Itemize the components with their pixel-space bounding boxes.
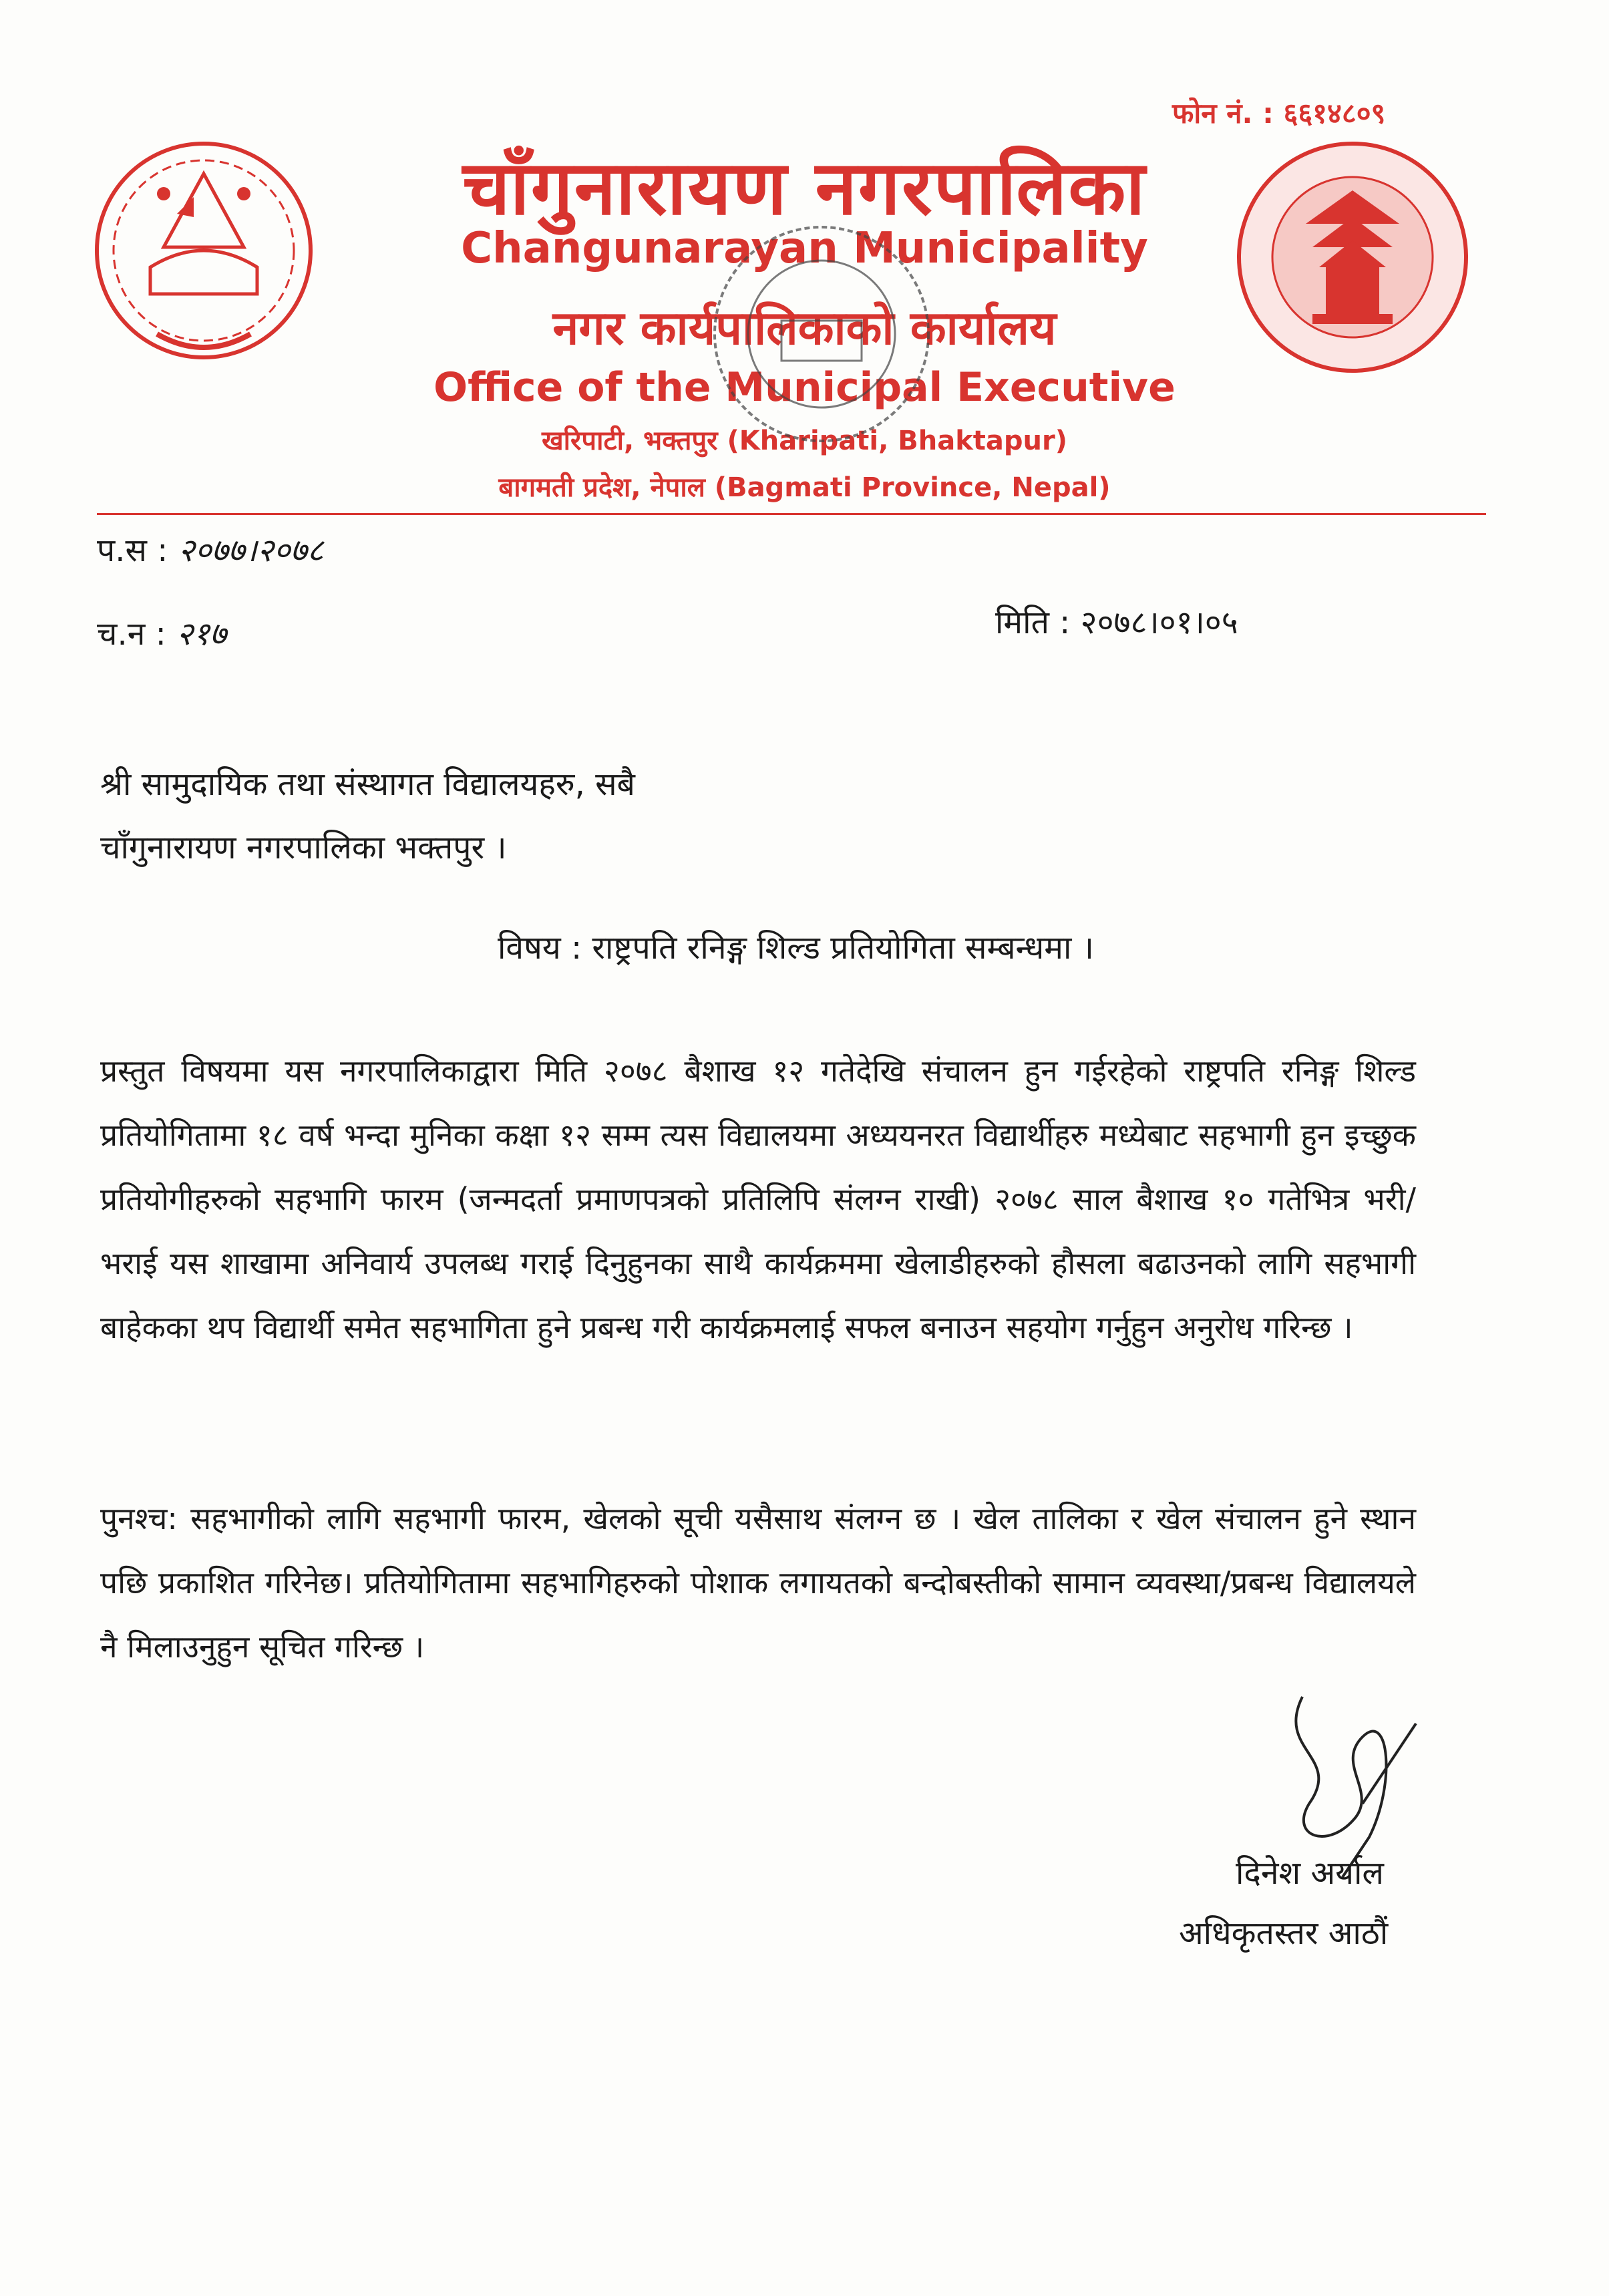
body-paragraph-2: पुनश्च: सहभागीको लागि सहभागी फारम, खेलको सूची यसैसाथ संलग्न छ । खेल तालिका र खेल संचालन हुने स्थान पछि प्रकाशित गरिनेछ। प्रतियोगितामा सहभागिहरुको पोशाक लगायतको बन्दोबस्तीको सामान व्यवस्था/प्रबन्ध विद्यालयले नै मिलाउनुहुन सूचित गरिन्छ । [100,1500,1416,1665]
office-name-en: Office of the Municipal Executive [433,364,1176,411]
body-paragraph-1: प्रस्तुत विषयमा यस नगरपालिकाद्वारा मिति २०७८ बैशाख १२ गतेदेखि संचालन हुन गईरहेको राष्ट्रपति रनिङ्ग शिल्ड प्रतियोगितामा १८ वर्ष भन्दा मुनिका कक्षा १२ सम्म त्यस विद्यालयमा अध्ययनरत विद्यार्थीहरु मध्येबाट सहभागी हुन इच्छुक प्रतियोगीहरुको सहभागि फारम (जन्मदर्ता प्रमाणपत्रको प्रतिलिपि संलग्न राखी) २०७८ साल बैशाख १० गतेभित्र भरी/भराई यस शाखामा अनिवार्य उपलब्ध गराई दिनुहुनका साथै कार्यक्रममा खेलाडीहरुको हौसला बढाउनको लागि सहभागी बाहेकका थप विद्यार्थी समेत सहभागिता हुने प्रबन्ध गरी कार्यक्रमलाई सफल बनाउन सहयोग गर्नुहुन अनुरोध गरिन्छ । [100,1053,1416,1345]
recipient-line-1: श्री सामुदायिक तथा संस्थागत विद्यालयहरु, सबै [100,766,635,803]
office-stamp-icon [708,220,935,448]
date [995,600,1238,643]
province-en: (Bagmati Province, Nepal) [714,472,1111,503]
municipality-name-np: चाँगुनारायण नगरपालिका [462,145,1147,232]
chalani-number [97,611,226,655]
office-name-np: नगर कार्यपालिकाको कार्यालय [552,301,1057,355]
address-en: (Kharipati, Bhaktapur) [727,426,1068,456]
province-np: बागमती प्रदेश, नेपाल [498,472,705,503]
municipality-seal-icon [1232,137,1473,377]
province [0,468,1609,504]
date-label: मिति : [995,604,1071,641]
date-value: २०७८।०१।०५ [1080,604,1238,641]
cn-label: च.न : [97,615,166,653]
header-divider [97,513,1486,515]
municipality-name-en: Changunarayan Municipality [461,224,1148,273]
recipient-line-2: चाँगुनारायण नगरपालिका भक्तपुर । [100,829,507,866]
address-np: खरिपाटी, भक्तपुर [541,426,718,456]
signatory-title: अधिकृतस्तर आठौं [1179,1915,1389,1952]
cn-value: २१७ [176,615,226,653]
patra-sankhya [97,528,324,571]
phone-number: फोन नं. : ६६१४८०९ [1172,97,1386,130]
ps-value: २०७७।२०७८ [178,532,324,569]
ps-label: प.स : [97,532,168,569]
signatory-name: दिनेश अर्याल [1236,1854,1384,1892]
subject-line: विषय : राष्ट्रपति रनिङ्ग शिल्ड प्रतियोगिता सम्बन्धमा । [498,929,1094,967]
